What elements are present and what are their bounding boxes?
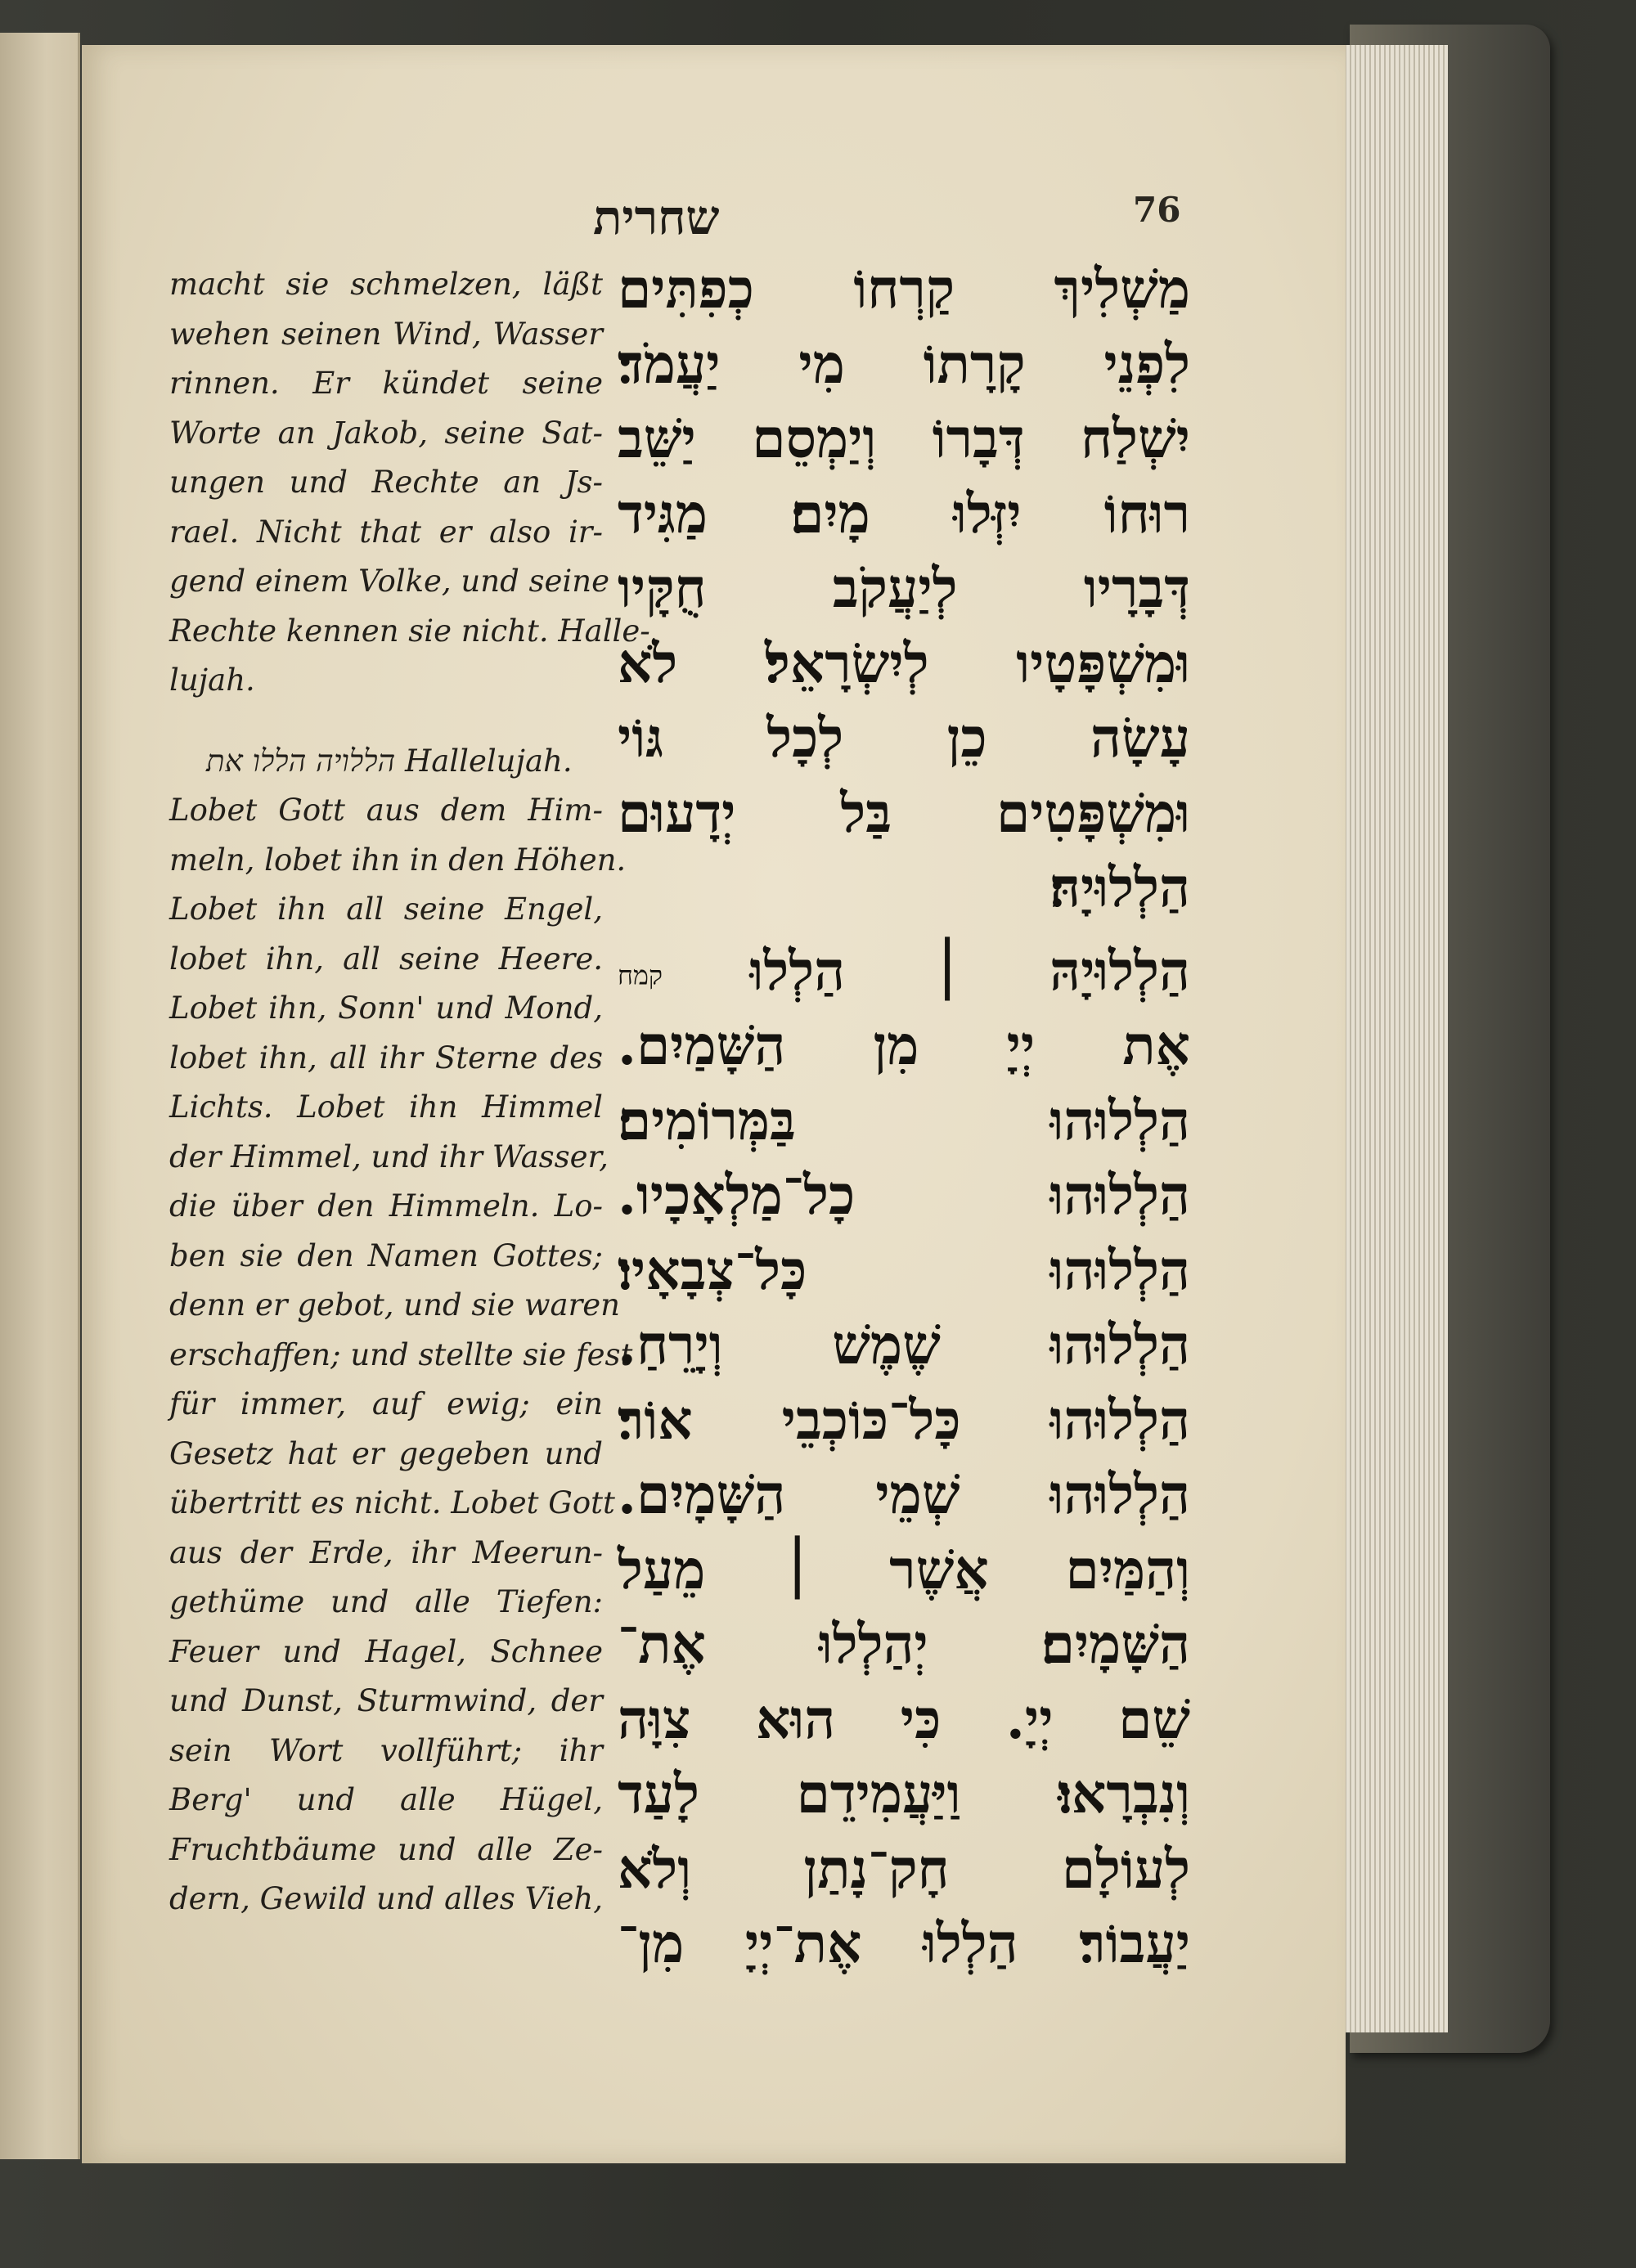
hebrew-line: וּמִשְׁפָּטִים בַּל יְדָעוּם: [618, 780, 1190, 845]
hebrew-line: הַלְלוּהוּ כָל־מַלְאָכָיו.: [618, 1163, 1190, 1227]
german-psalm-heading: הללויה הללו את Hallelujah.: [206, 743, 573, 779]
hebrew-line: וְהַמַּיִם אֲשֶׁר ׀ מֵעַל: [618, 1537, 1190, 1601]
german-line: rinnen. Er kündet seine: [169, 366, 603, 401]
hebrew-psalm-first-line: הַלְלוּיָהּ ׀ הַלְלוּ: [749, 938, 1190, 1003]
hebrew-line: מַשְׁלִיךְ קַרְחוֹ כְפִתִּים: [618, 257, 1190, 321]
hebrew-line: הַלְלוּהוּ כָּל־צְבָאָיו׃: [618, 1237, 1190, 1302]
hebrew-psalm-opening: [618, 934, 1190, 1009]
hebrew-line: הַלְלוּהוּ שְׁמֵי הַשָּׁמָיִם.: [618, 1462, 1190, 1526]
german-line: Rechte kennen sie nicht. Halle-: [169, 613, 650, 649]
german-line: der Himmel, und ihr Wasser,: [169, 1138, 609, 1174]
german-line: lobet ihn, all ihr Sterne des: [169, 1040, 603, 1076]
german-line: Berg' und alle Hügel,: [169, 1782, 603, 1817]
german-line: Fruchtbäume und alle Ze-: [169, 1831, 603, 1867]
german-line: lujah.: [169, 662, 255, 698]
german-line: Gesetz hat er gegeben und: [169, 1435, 603, 1471]
hebrew-line: יַעֲבוֹר׃ הַלְלוּ אֶת־יְיָ מִן־: [618, 1911, 1190, 1975]
hebrew-text-column: [618, 252, 1190, 1982]
german-line: Lobet ihn all seine Engel,: [169, 891, 603, 927]
german-line: Feuer und Hagel, Schnee: [169, 1633, 603, 1669]
psalm-number-marker: קמח: [618, 959, 663, 990]
hebrew-line: דְּבָרָיו לְיַעֲקֹב חֻקָּיו: [618, 556, 1190, 620]
hebrew-line: הַלְלוּיָהּ׃: [1049, 856, 1190, 919]
hebrew-line: הַשָּׁמָיִם׃ יְהַלְלוּ אֶת־: [618, 1612, 1190, 1676]
german-line: übertritt es nicht. Lobet Gott: [169, 1485, 615, 1520]
german-line: gethüme und alle Tiefen:: [169, 1584, 603, 1619]
german-line: lobet ihn, all seine Heere.: [169, 941, 603, 977]
german-line: die über den Himmeln. Lo-: [169, 1188, 603, 1224]
german-line: aus der Erde, ihr Meerun-: [169, 1534, 603, 1570]
hebrew-line: הַלְלוּהוּ בַּמְּרוֹמִים׃: [618, 1088, 1190, 1152]
german-line: erschaffen; und stellte sie fest: [169, 1336, 633, 1372]
german-line: Worte an Jakob, seine Sat-: [169, 415, 603, 451]
german-line: Lobet ihn, Sonn' und Mond,: [169, 990, 603, 1026]
running-head: שחרית: [593, 190, 720, 245]
german-line: ungen und Rechte an Js-: [169, 465, 603, 500]
hebrew-line: עָשָׂה כֵן לְכָל גּוֹי: [618, 706, 1190, 770]
german-line: für immer, auf ewig; ein: [169, 1386, 603, 1421]
hebrew-line: הַלְלוּהוּ שֶׁמֶשׁ וְיָרֵחַ.: [618, 1313, 1190, 1377]
german-line: gend einem Volke, und seine: [169, 564, 609, 599]
german-line: wehen seinen Wind, Wasser: [169, 316, 603, 352]
page-edges: [1342, 45, 1448, 2032]
hebrew-line: לְעוֹלָם חָק־נָתַן וְלֹא: [618, 1836, 1190, 1901]
hebrew-line: רוּחוֹ יִזְּלוּ מָיִם׃ מַגִּיד: [618, 481, 1190, 546]
hebrew-line: וְנִבְרָאוּ׃ וַיַּעֲמִידֵם לָעַד: [618, 1762, 1190, 1826]
hebrew-line: הַלְלוּהוּ כָּל־כּוֹכְבֵי אוֹר׃: [618, 1387, 1190, 1452]
hebrew-line: יִשְׁלַח דְּבָרוֹ וְיַמְסֵם יַשֵּׁב: [618, 406, 1190, 470]
hebrew-line: שֵׁם יְיָ. כִּי הוּא צִוָּה: [618, 1686, 1190, 1751]
german-line: Lichts. Lobet ihn Himmel: [169, 1089, 603, 1125]
german-line: und Dunst, Sturmwind, der: [169, 1683, 603, 1718]
previous-page-edge: [0, 33, 80, 2159]
german-line: Lobet Gott aus dem Him-: [169, 793, 603, 828]
german-line: dern, Gewild und alles Vieh,: [169, 1881, 603, 1916]
hebrew-line: אֶת יְיָ מִן הַשָּׁמַיִם.: [618, 1013, 1190, 1077]
hebrew-line: וּמִשְׁפָּטָיו לְיִשְׂרָאֵל׃ לֹא: [618, 631, 1190, 695]
german-line: rael. Nicht that er also ir-: [169, 514, 603, 550]
page-number: 76: [1133, 190, 1181, 230]
german-line: denn er gebot, und sie waren: [169, 1287, 621, 1323]
german-line: sein Wort vollführt; ihr: [169, 1732, 603, 1768]
german-line: meln, lobet ihn in den Höhen.: [169, 842, 627, 878]
german-line: macht sie schmelzen, läßt: [169, 267, 603, 302]
hebrew-line: לִפְנֵי קָרָתוֹ מִי יַעֲמֹד׃: [618, 331, 1190, 396]
german-line: ben sie den Namen Gottes;: [169, 1237, 603, 1273]
